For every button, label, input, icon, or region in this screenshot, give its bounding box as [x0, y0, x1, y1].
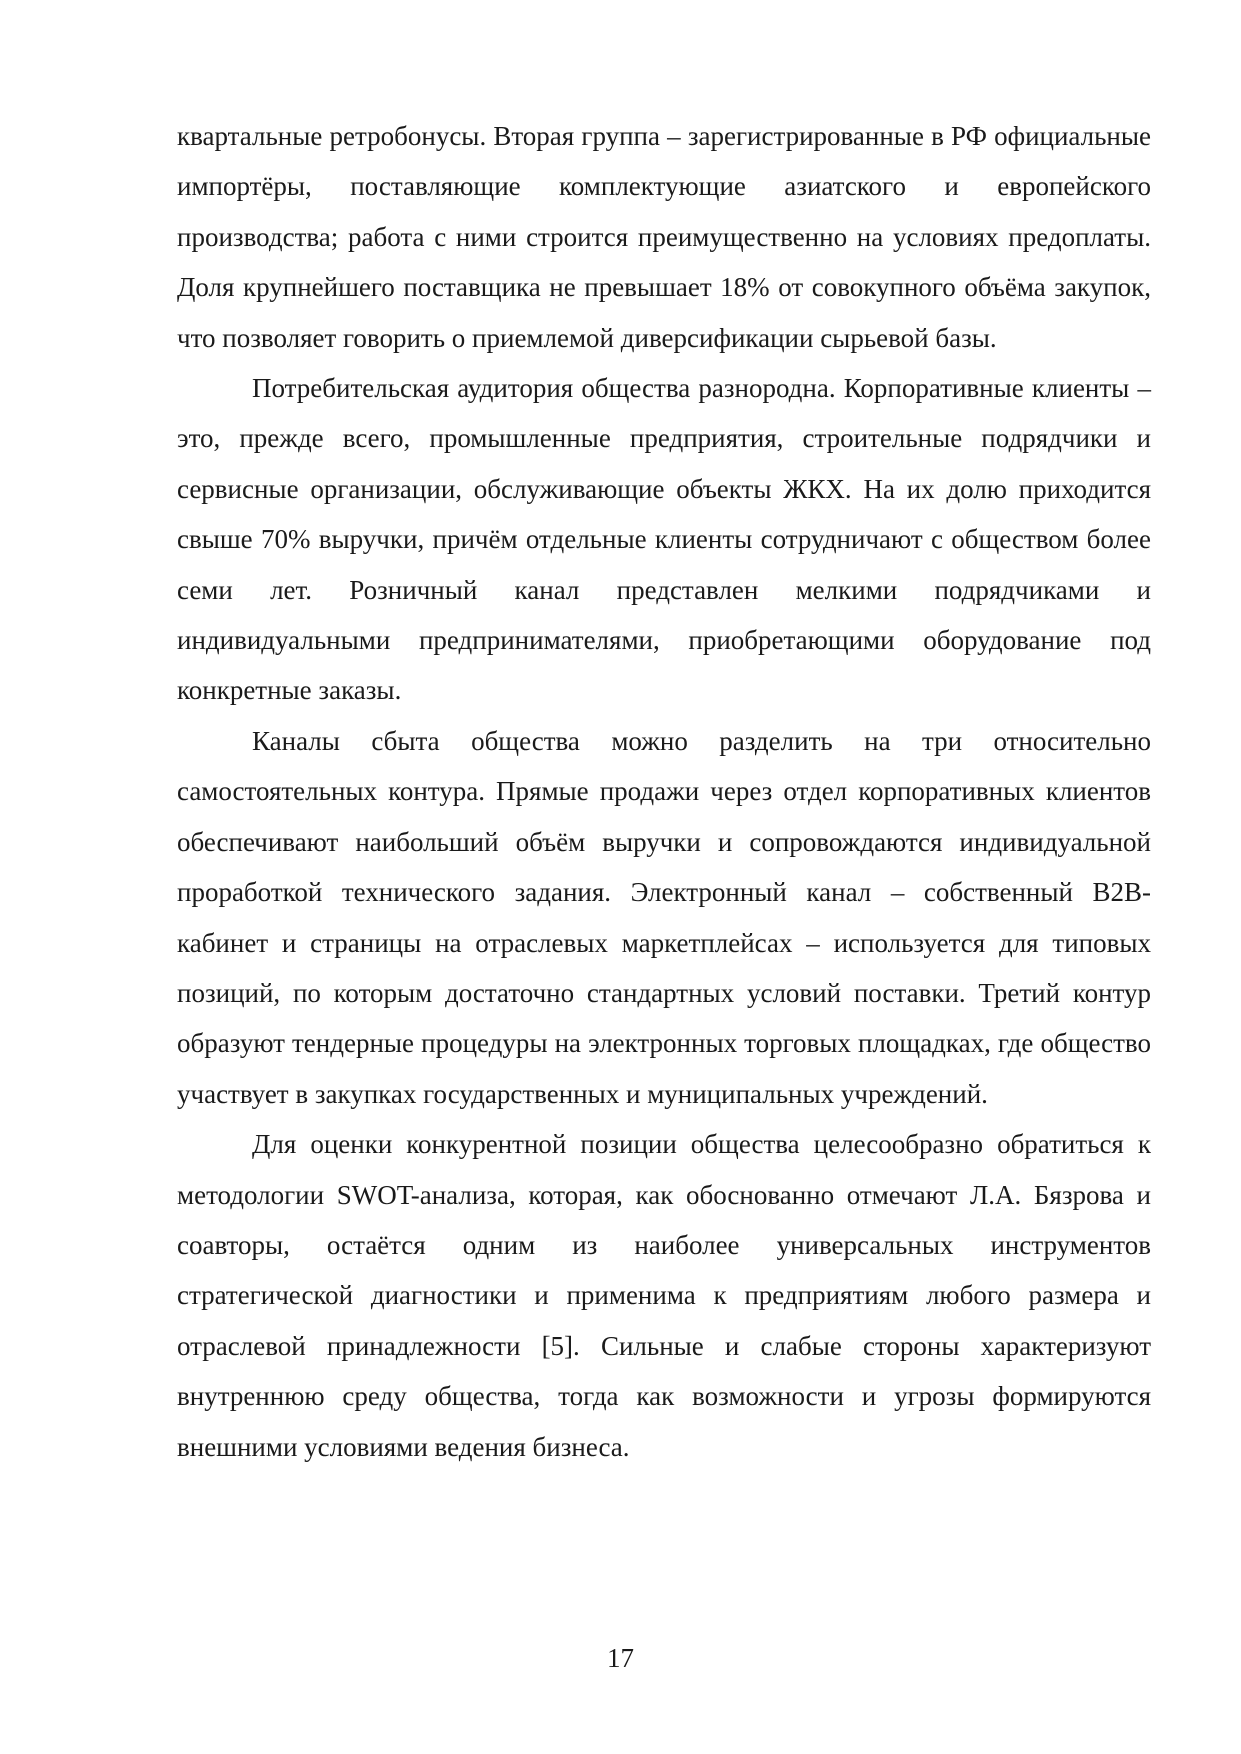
paragraph-swot: Для оценки конкурентной позиции общества целесообразно обратиться к методологии SWOT-анализа, которая, как обоснованно отмечают Л.А. Бязрова и соавторы, остаётся одним из наиболее универсальных инструментов стратегической диагностики и применима к предприятиям любого размера и отраслевой принадлежности [5]. Сильные и слабые стороны характеризуют внутреннюю среду общества, тогда как возможности и угрозы формируются внешними условиями ведения бизнеса. — [177, 1129, 1151, 1462]
paragraph-continuation: квартальные ретробонусы. Вторая группа – зарегистрированные в РФ официальные импортёры, поставляющие комплектующие азиатского и европейского производства; работа с ними строится преимущественно на условиях предоплаты. Доля крупнейшего поставщика не превышает 18% от совокупного объёма закупок, что позволяет говорить о приемлемой диверсификации сырьевой базы. — [177, 121, 1151, 353]
body-text — [177, 111, 1151, 1472]
paragraph-sales-channels: Каналы сбыта общества можно разделить на три относительно самостоятельных контура. Прямые продажи через отдел корпоративных клиентов обеспечивают наибольший объём выручки и сопровождаются индивидуальной проработкой технического задания. Электронный канал – собственный B2B-кабинет и страницы на отраслевых маркетплейсах – используется для типовых позиций, по которым достаточно стандартных условий поставки. Третий контур образуют тендерные процедуры на электронных торговых площадках, где общество участвует в закупках государственных и муниципальных учреждений. — [177, 725, 1151, 1109]
page-number: 17 — [607, 1643, 634, 1673]
paragraph-consumers: Потребительская аудитория общества разнородна. Корпоративные клиенты – это, прежде всего, промышленные предприятия, строительные подрядчики и сервисные организации, обслуживающие объекты ЖКХ. На их долю приходится свыше 70% выручки, причём отдельные клиенты сотрудничают с обществом более семи лет. Розничный канал представлен мелкими подрядчиками и индивидуальными предпринимателями, приобретающими оборудование под конкретные заказы. — [177, 373, 1151, 706]
